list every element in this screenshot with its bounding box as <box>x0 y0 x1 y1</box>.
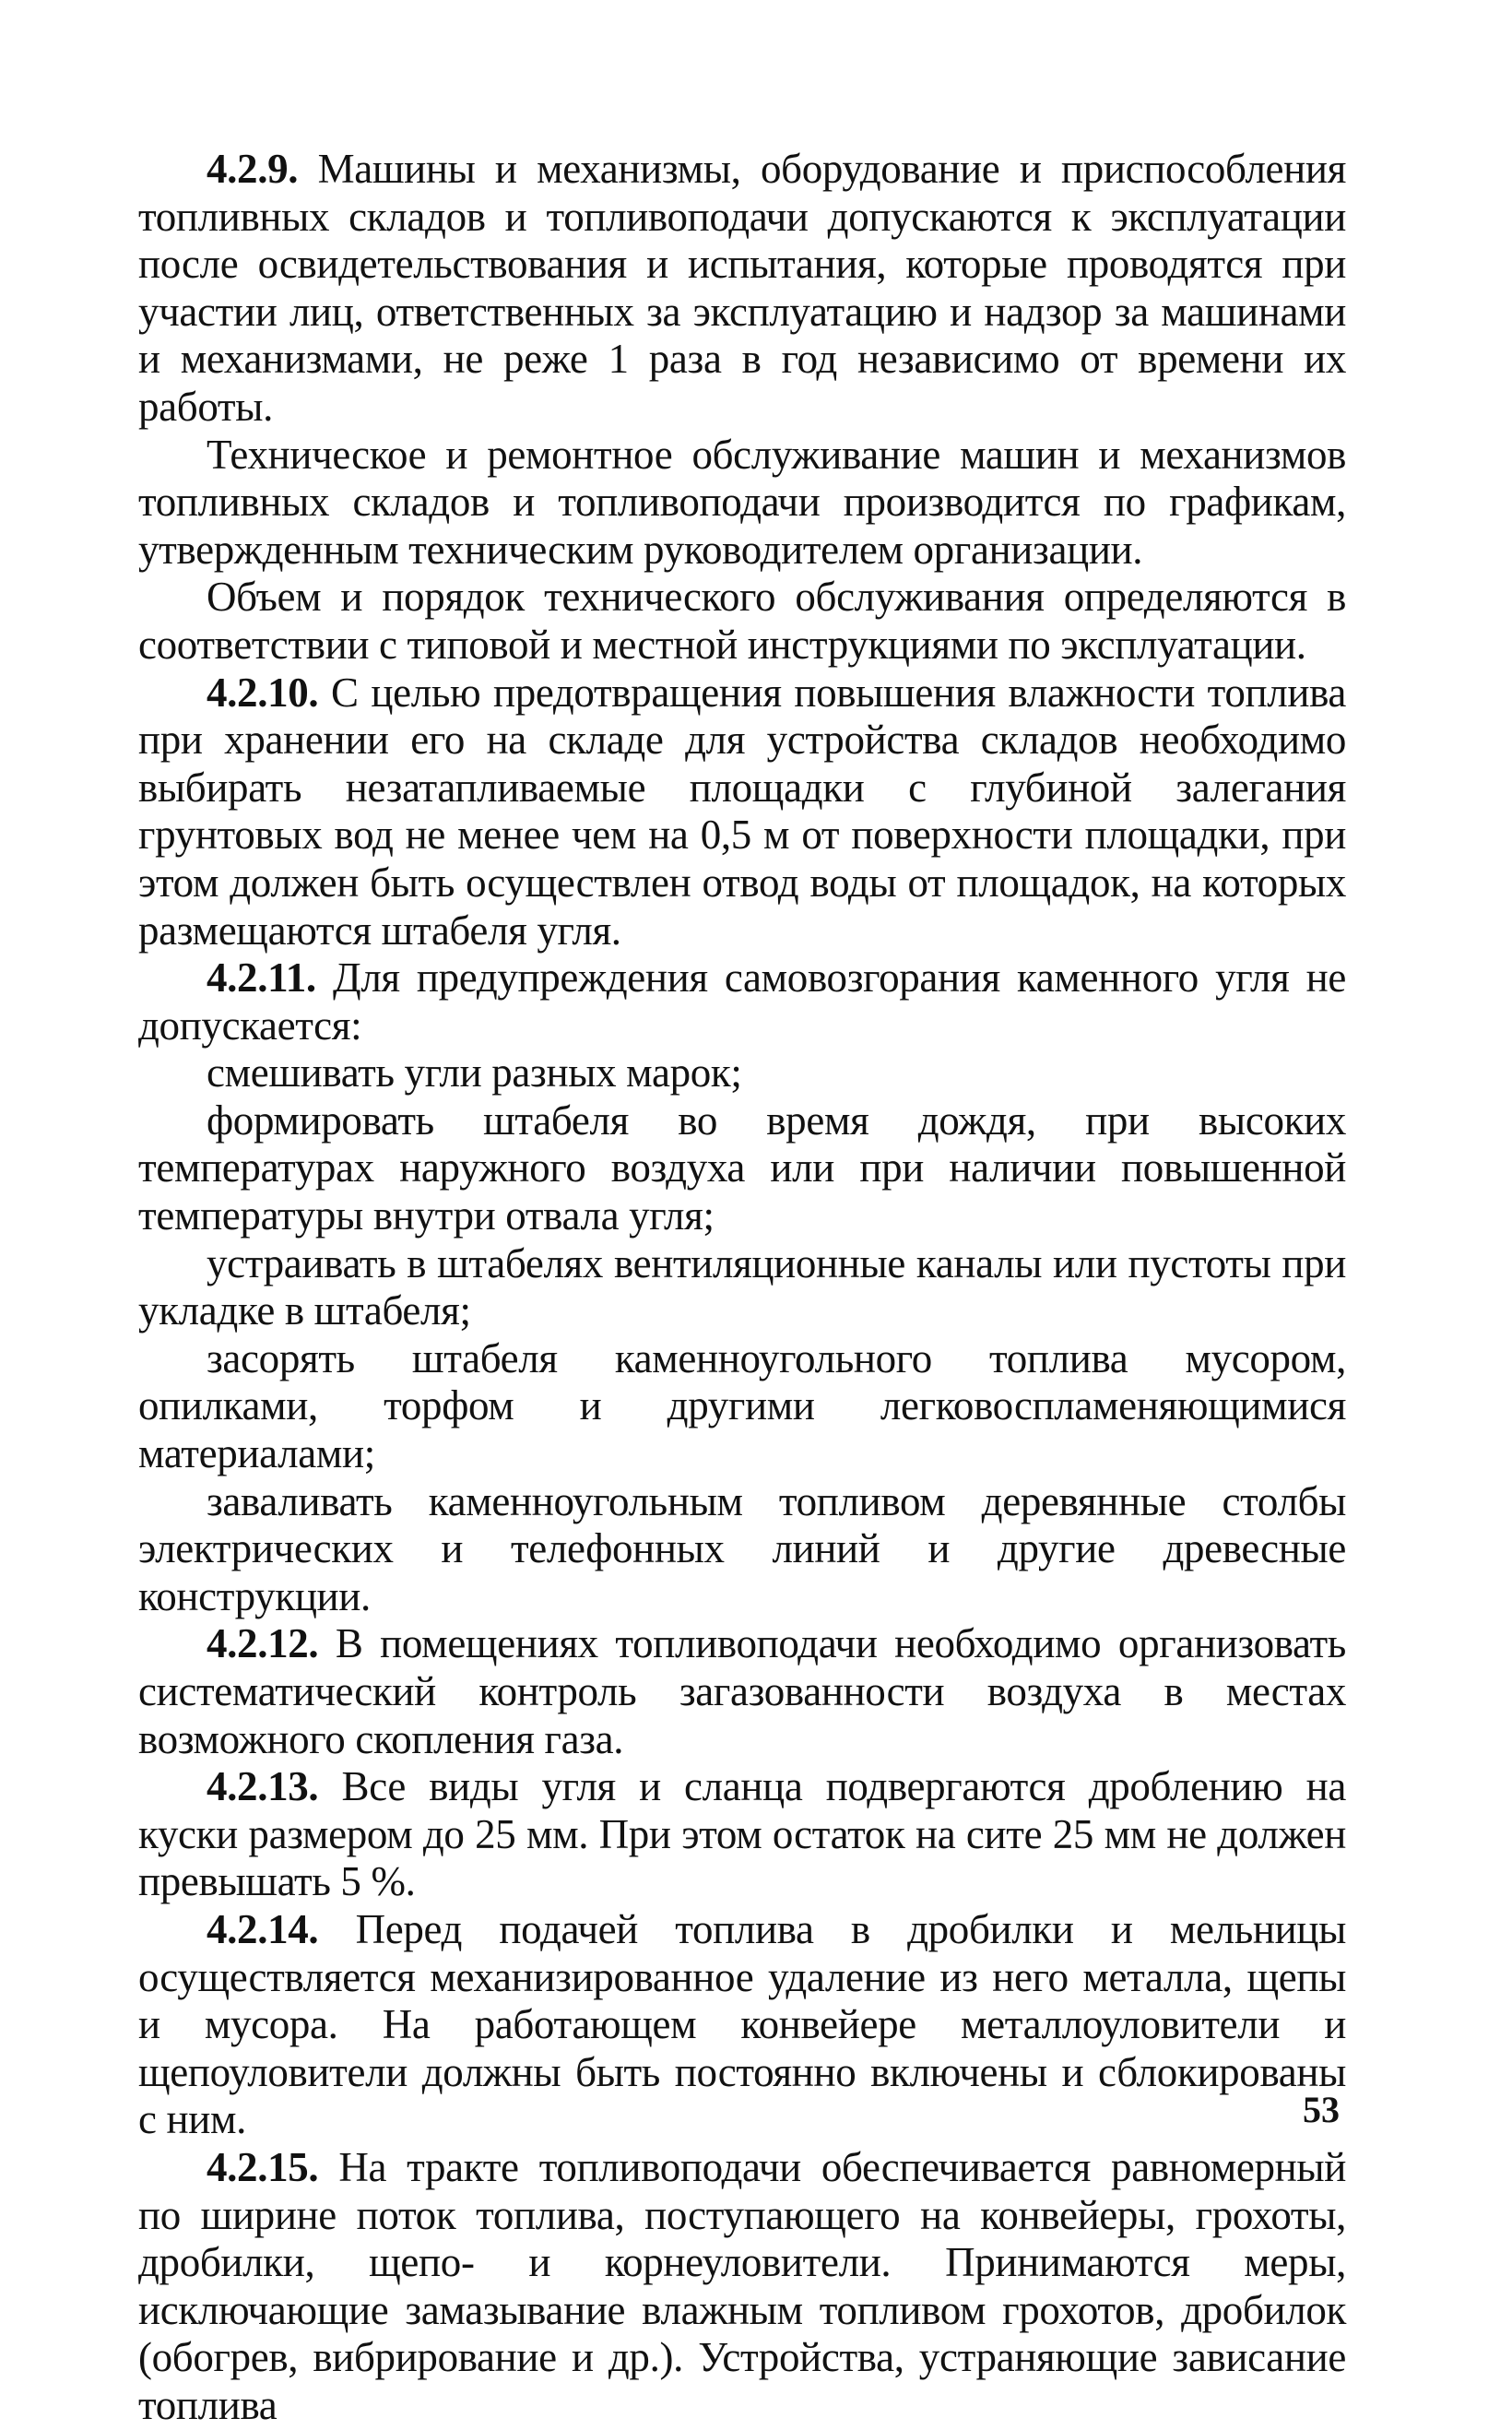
clause-number: 4.2.9. <box>207 146 299 192</box>
paragraph-text: формировать штабеля во время дождя, при высоких температурах наружного воздуха или при наличии повышенной температуры внутри отвала угля; <box>138 1096 1346 1239</box>
paragraph-text: Все виды угля и сланца подвергаются дроблению на куски размером до 25 мм. При этом остаток на сите 25 мм не должен превышать 5 %. <box>138 1763 1346 1905</box>
clause-number: 4.2.10. <box>207 669 319 716</box>
paragraph-text: устраивать в штабелях вентиляционные каналы или пустоты при укладке в штабеля; <box>138 1239 1346 1334</box>
paragraph <box>138 1763 1346 1906</box>
paragraph-text: Для предупреждения самовозгорания каменного угля не допускается: <box>138 954 1346 1049</box>
paragraph-text: засорять штабеля каменноугольного топлива мусором, опилками, торфом и другими легковоспламеняющимися материалами; <box>138 1334 1346 1477</box>
paragraph <box>138 670 1346 955</box>
clause-number: 4.2.15. <box>207 2143 319 2190</box>
body-text <box>138 146 1346 2430</box>
paragraph-text: На тракте топливоподачи обеспечивается равномерный по ширине поток топлива, поступающего на конвейеры, грохоты, дробилки, щепо- и корнеуловители. Принимаются меры, исключающие замазывание влажным топливом грохотов, дробилок (обогрев, вибрирование и др.). Устройства, устраняющие зависание топлива <box>138 2143 1346 2428</box>
paragraph <box>138 954 1346 1049</box>
list-item <box>138 1240 1346 1335</box>
paragraph <box>138 2144 1346 2430</box>
paragraph-text: Машины и механизмы, оборудование и приспособления топливных складов и топливоподачи допускаются к эксплуатации после освидетельствования и испытания, которые проводятся при участии лиц, ответственных за эксплуатацию и надзор за машинами и механизмами, не реже 1 раза в год независимо от времени их работы. <box>138 146 1346 430</box>
clause-number: 4.2.11. <box>207 954 316 1002</box>
paragraph <box>138 574 1346 669</box>
paragraph-text: В помещениях топливоподачи необходимо организовать систематический контроль загазованности воздуха в местах возможного скопления газа. <box>138 1620 1346 1762</box>
paragraph <box>138 146 1346 432</box>
paragraph-text: смешивать угли разных марок; <box>207 1049 742 1096</box>
paragraph <box>138 432 1346 575</box>
page-number: 53 <box>1303 2089 1340 2130</box>
list-item <box>138 1335 1346 1478</box>
clause-number: 4.2.14. <box>207 1905 319 1952</box>
paragraph-text: заваливать каменноугольным топливом деревянные столбы электрических и телефонных линий и другие древесные конструкции. <box>138 1477 1346 1619</box>
list-item <box>138 1478 1346 1621</box>
paragraph-text: Перед подачей топлива в дробилки и мельницы осуществляется механизированное удаление из него металла, щепы и мусора. На работающем конвейере металлоуловители и щепоуловители должны быть постоянно включены и сблокированы с ним. <box>138 1905 1346 2143</box>
list-item <box>138 1097 1346 1240</box>
clause-number: 4.2.13. <box>207 1763 319 1810</box>
paragraph-text: Объем и порядок технического обслуживания определяются в соответствии с типовой и местной инструкциями по эксплуатации. <box>138 574 1346 668</box>
paragraph <box>138 1906 1346 2144</box>
clause-number: 4.2.12. <box>207 1620 319 1667</box>
paragraph <box>138 1620 1346 1763</box>
paragraph-text: С целью предотвращения повышения влажности топлива при хранении его на складе для устройства складов необходимо выбирать незатапливаемые площадки с глубиной залегания грунтовых вод не менее чем на 0,5 м от поверхности площадки, при этом должен быть осуществлен отвод воды от площадок, на которых размещаются штабеля угля. <box>138 669 1346 954</box>
paragraph-text: Техническое и ремонтное обслуживание машин и механизмов топливных складов и топливоподачи производится по графикам, утвержденным техническим руководителем организации. <box>138 431 1346 573</box>
list-item <box>138 1049 1346 1097</box>
